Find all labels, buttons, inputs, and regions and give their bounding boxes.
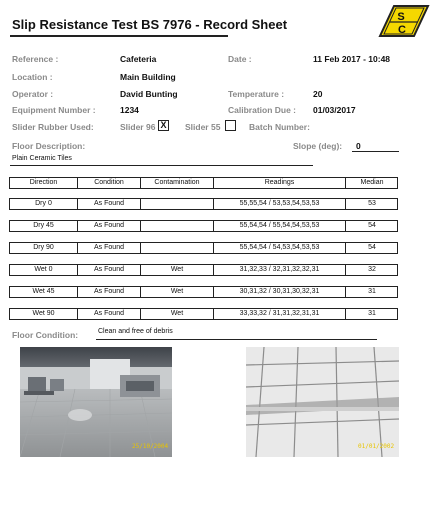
calibration-label: Calibration Due : — [228, 105, 297, 115]
row-direction: Wet 45 — [32, 288, 55, 295]
row-condition: As Found — [94, 200, 124, 207]
operator-value: David Bunting — [120, 89, 178, 99]
row-median: 54 — [368, 244, 376, 251]
table-row — [9, 286, 398, 298]
left-photo-timestamp: 25/10/2004 — [132, 443, 169, 450]
cafeteria-photo — [20, 347, 172, 457]
equipment-label: Equipment Number : — [12, 105, 96, 115]
temperature-value: 20 — [313, 89, 323, 99]
row-contamination — [141, 243, 213, 253]
row-condition: As Found — [94, 266, 124, 273]
row-contamination: Wet — [170, 310, 184, 317]
temperature-label: Temperature : — [228, 89, 285, 99]
row-median: 32 — [368, 266, 376, 273]
title-underline — [10, 35, 228, 37]
floor-description-label: Floor Description: — [12, 141, 86, 151]
logo-letter-c: C — [398, 24, 406, 36]
slider96-checkbox[interactable]: X — [158, 120, 169, 131]
slider55-checkbox[interactable] — [225, 120, 236, 131]
location-label: Location : — [12, 72, 53, 82]
row-readings: 31,32,33 / 32,31,32,32,31 — [239, 266, 320, 273]
row-direction: Wet 90 — [32, 310, 55, 317]
row-direction: Dry 45 — [33, 222, 54, 229]
slope-label: Slope (deg): — [293, 141, 343, 151]
row-median: 31 — [368, 288, 376, 295]
row-contamination — [141, 221, 213, 231]
table-row — [9, 198, 398, 210]
table-row — [9, 308, 398, 320]
table-header-row — [9, 177, 398, 189]
row-contamination: Wet — [170, 288, 184, 295]
row-direction: Dry 0 — [35, 200, 52, 207]
tile-photo — [246, 347, 399, 457]
floor-condition-value: Clean and free of debris — [98, 328, 173, 335]
page-title: Slip Resistance Test BS 7976 - Record Sheet — [12, 17, 288, 32]
floor-description-underline — [10, 165, 313, 166]
equipment-value: 1234 — [120, 105, 139, 115]
row-contamination — [141, 199, 213, 209]
row-median: 54 — [368, 222, 376, 229]
date-value: 11 Feb 2017 - 10:48 — [313, 54, 391, 64]
date-label: Date : — [228, 54, 252, 64]
row-readings: 30,31,32 / 30,31,30,32,31 — [239, 288, 320, 295]
sc-logo — [372, 4, 430, 38]
slider96-label: Slider 96 — [120, 122, 156, 132]
slider55-label: Slider 55 — [185, 122, 221, 132]
row-condition: As Found — [94, 222, 124, 229]
calibration-value: 01/03/2017 — [313, 105, 356, 115]
floor-condition-underline — [96, 339, 377, 340]
row-readings: 55,55,54 / 53,53,54,53,53 — [239, 200, 320, 207]
right-photo-timestamp: 01/01/2002 — [358, 443, 395, 450]
location-value: Main Building — [120, 72, 176, 82]
header-contamination: Contamination — [154, 179, 200, 186]
row-readings: 55,54,54 / 54,53,54,53,53 — [239, 244, 320, 251]
row-condition: As Found — [94, 244, 124, 251]
row-readings: 55,54,54 / 55,54,54,53,53 — [239, 222, 320, 229]
row-median: 53 — [368, 200, 376, 207]
header-condition: Condition — [94, 179, 124, 186]
header-median: Median — [360, 179, 384, 186]
row-readings: 33,33,32 / 31,31,32,31,31 — [239, 310, 320, 317]
logo-letter-s: S — [397, 11, 405, 23]
slope-value: 0 — [356, 141, 361, 151]
slope-underline — [352, 151, 399, 152]
row-condition: As Found — [94, 288, 124, 295]
reference-label: Reference : — [12, 54, 59, 64]
header-readings: Readings — [264, 179, 295, 186]
slider-label: Slider Rubber Used: — [12, 122, 94, 132]
table-row — [9, 242, 398, 254]
row-median: 31 — [368, 310, 376, 317]
floor-description-value: Plain Ceramic Tiles — [12, 155, 72, 162]
reference-value: Cafeteria — [120, 54, 157, 64]
table-row — [9, 220, 398, 232]
floor-condition-label: Floor Condition: — [12, 330, 79, 340]
row-direction: Dry 90 — [33, 244, 54, 251]
row-direction: Wet 0 — [34, 266, 53, 273]
row-condition: As Found — [94, 310, 124, 317]
header-direction: Direction — [29, 179, 58, 186]
operator-label: Operator : — [12, 89, 54, 99]
table-row — [9, 264, 398, 276]
batch-label: Batch Number: — [249, 122, 310, 132]
row-contamination: Wet — [170, 266, 184, 273]
